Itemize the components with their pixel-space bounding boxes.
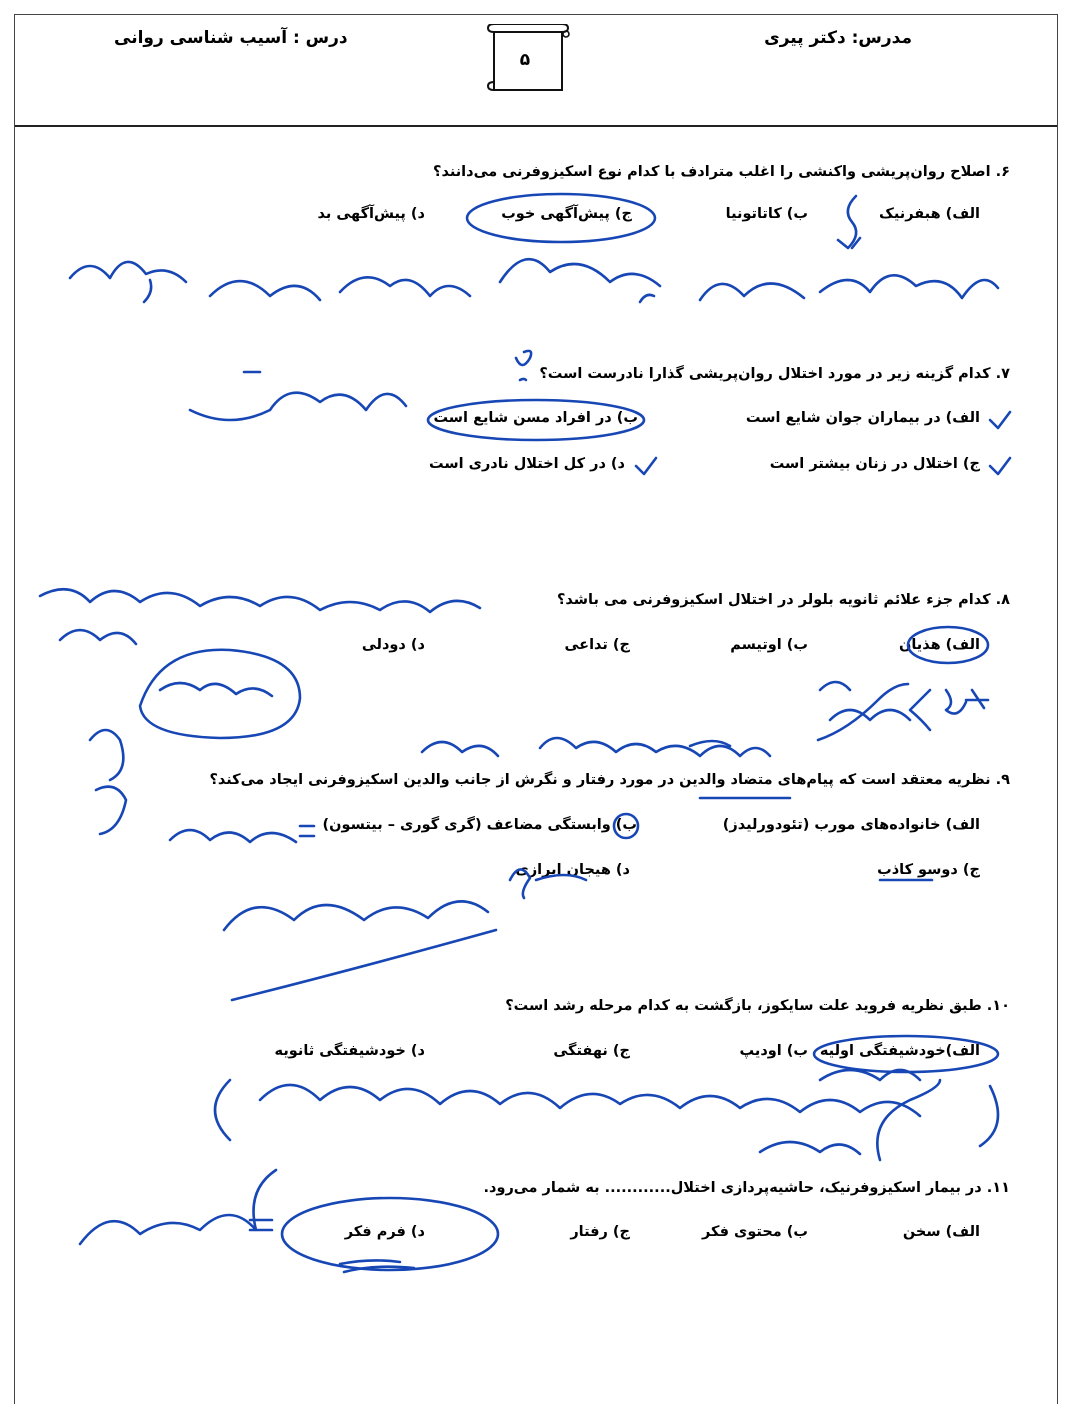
q10-option-a: الف)خودشیفتگی اولیه xyxy=(819,1043,980,1059)
q10-option-d: د) خودشیفتگی ثانویه xyxy=(274,1043,425,1059)
q8-option-b: ب) اوتیسم xyxy=(730,637,808,653)
question-6: ۶. اصلاح روان‌پریشی واکنشی را اغلب مترادف با کدام نوع اسکیزوفرنی می‌دانند؟ xyxy=(433,164,1010,180)
teacher-name: مدرس: دکتر پیری xyxy=(764,28,912,48)
q9-option-d: د) هیجان ابرازی xyxy=(515,862,630,878)
q9-option-c: ج) دوسو کاذب xyxy=(877,862,980,878)
q7-option-b: ب) در افراد مسن شایع است xyxy=(433,410,638,426)
page-number: ۵ xyxy=(519,50,531,70)
q6-option-a: الف) هبفرنیک xyxy=(879,206,980,222)
q6-option-d: د) پیش‌آگهی بد xyxy=(317,206,425,222)
q8-option-a: الف) هذیان xyxy=(898,637,980,653)
q9-option-b: ب) وابستگی مضاعف (گری گوری – بیتسون) xyxy=(322,817,637,833)
question-11: ۱۱. در بیمار اسکیزوفرنیک، حاشیه‌پردازی اختلال............ به شمار می‌رود. xyxy=(483,1180,1010,1196)
question-9: ۹. نظریه معتقد است که پیام‌های متضاد والدین در مورد رفتار و نگرش از جانب والدین اسکیزوفرنی ایجاد می‌کند؟ xyxy=(209,772,1010,788)
q6-option-c: ج) پیش‌آگهی خوب xyxy=(501,206,632,222)
q6-option-b: ب) کاتاتونیا xyxy=(725,206,808,222)
q7-option-a: الف) در بیماران جوان شایع است xyxy=(745,410,980,426)
q10-option-c: ج) نهفتگی xyxy=(553,1043,630,1059)
question-10: ۱۰. طبق نظریه فروید علت سایکوز، بازگشت به کدام مرحله رشد است؟ xyxy=(505,998,1010,1014)
course-title: درس : آسیب شناسی روانی xyxy=(114,28,348,48)
q11-option-d: د) فرم فکر xyxy=(344,1224,425,1240)
q7-option-d: د) در کل اختلال نادری است xyxy=(429,456,625,472)
q8-option-c: ج) تداعی xyxy=(564,637,630,653)
q9-option-a: الف) خانواده‌های مورب (تئودورلیدز) xyxy=(722,817,980,833)
q8-option-d: د) دودلی xyxy=(361,637,425,653)
q10-option-b: ب) اودیپ xyxy=(739,1043,808,1059)
question-8: ۸. کدام جزء علائم ثانویه بلولر در اختلال اسکیزوفرنی می باشد؟ xyxy=(557,592,1010,608)
q11-option-c: ج) رفتار xyxy=(570,1224,630,1240)
question-7: ۷. کدام گزینه زیر در مورد اختلال روان‌پریشی گذارا نادرست است؟ xyxy=(539,366,1010,382)
q11-option-b: ب) محتوی فکر xyxy=(702,1224,808,1240)
q11-option-a: الف) سخن xyxy=(902,1224,980,1240)
q7-option-c: ج) اختلال در زنان بیشتر است xyxy=(769,456,980,472)
